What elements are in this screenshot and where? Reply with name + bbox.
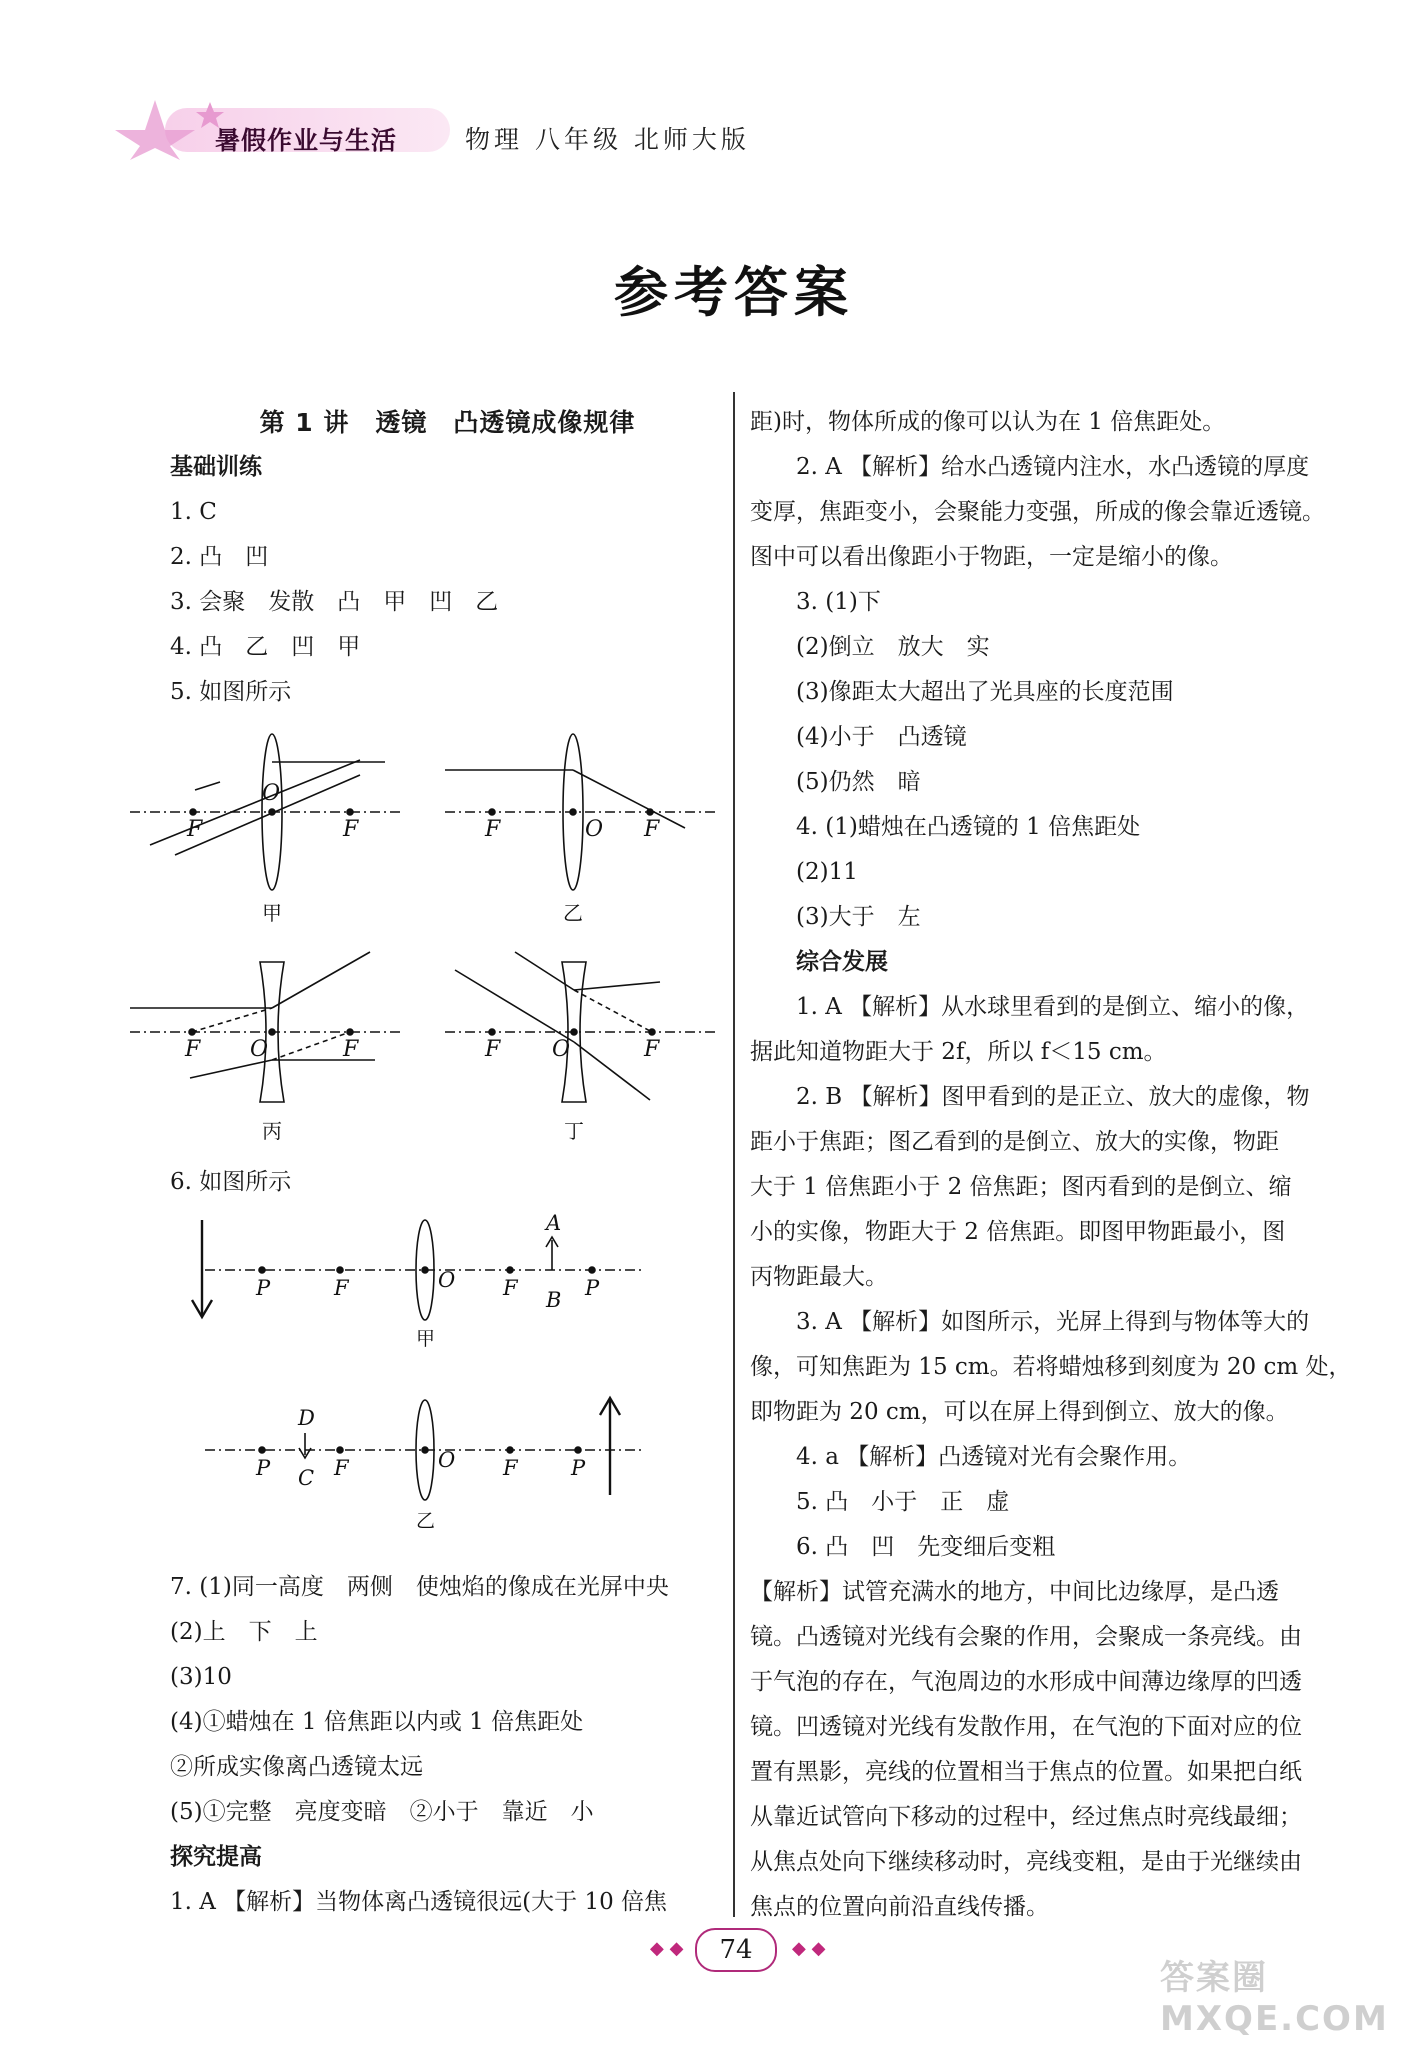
focus-label: F (185, 1037, 201, 1062)
answer-line: 从焦点处向下继续移动时，亮线变粗，是由于光继续由 (750, 1849, 1302, 1875)
diagram-6-yi (205, 1398, 645, 1532)
column-divider (733, 392, 735, 1917)
answer-line: (3)大于 左 (796, 904, 921, 930)
caption-6-yi: 乙 (416, 1510, 436, 1532)
answer-line: 从靠近试管向下移动的过程中，经过焦点时亮线最细； (750, 1804, 1302, 1830)
answer-line: 变厚，焦距变小，会聚能力变强，所成的像会靠近透镜。 (750, 499, 1325, 525)
answer-line: 像，可知焦距为 15 cm。若将蜡烛移到刻度为 20 cm 处， (750, 1354, 1352, 1380)
answer-line: 3. A 【解析】如图所示，光屏上得到与物体等大的 (796, 1309, 1310, 1335)
diagram-yi (445, 734, 715, 925)
answer-line: 【解析】试管充满水的地方，中间比边缘厚，是凸透 (750, 1579, 1279, 1605)
focus-label: F (485, 1037, 501, 1062)
answer-line: 4. (1)蜡烛在凸透镜的 1 倍焦距处 (796, 814, 1141, 840)
section-heading: 综合发展 (796, 949, 888, 975)
watermark: 答案圈 MXQE.COM (1160, 1958, 1389, 2039)
answer-line: 镜。凹透镜对光线有发散作用，在气泡的下面对应的位 (750, 1714, 1302, 1740)
answer-line: 2. B 【解析】图甲看到的是正立、放大的虚像，物 (796, 1084, 1310, 1110)
p-label: P (256, 1456, 271, 1480)
answer-line: 丙物距最大。 (750, 1264, 888, 1290)
answer-line: (4)小于 凸透镜 (796, 724, 967, 750)
answer-line: 4. 凸 乙 凹 甲 (170, 634, 361, 660)
answer-line: 1. C (170, 499, 217, 525)
diagram-6-jia (192, 1211, 645, 1350)
caption-ding: 丁 (564, 1119, 584, 1143)
page-title: 参考答案 (614, 260, 854, 324)
right-column (750, 400, 1350, 1930)
c-label: C (298, 1466, 315, 1490)
lecture-heading: 第 1 讲 透镜 凸透镜成像规律 (259, 408, 636, 437)
diamond-icon: ◆ ◆ (792, 1938, 826, 1959)
focus-label: F (644, 1037, 660, 1062)
answer-line: (5)①完整 亮度变暗 ②小于 靠近 小 (170, 1799, 594, 1825)
center-label: O (262, 781, 281, 806)
diagram-jia (130, 734, 400, 925)
section-heading: 基础训练 (170, 454, 262, 480)
diagram-bing (130, 952, 400, 1143)
caption-jia: 甲 (262, 901, 282, 925)
focus-label: F (343, 1037, 359, 1062)
answer-line: 5. 凸 小于 正 虚 (796, 1489, 1010, 1515)
figure-6-image-diagrams (180, 1195, 670, 1535)
answer-line: 图中可以看出像距小于物距，一定是缩小的像。 (750, 544, 1233, 570)
answer-line: 6. 凸 凹 先变细后变粗 (796, 1534, 1056, 1560)
answer-line: ②所成实像离凸透镜太远 (170, 1754, 423, 1780)
p-label: P (256, 1276, 271, 1300)
answer-line: 2. 凸 凹 (170, 544, 269, 570)
answer-line: 大于 1 倍焦距小于 2 倍焦距；图丙看到的是倒立、缩 (750, 1174, 1292, 1200)
d-label: D (298, 1406, 315, 1430)
answer-line: 5. 如图所示 (170, 679, 292, 705)
answer-line: 即物距为 20 cm，可以在屏上得到倒立、放大的像。 (750, 1399, 1289, 1425)
p-label: P (585, 1276, 600, 1300)
b-label: B (546, 1288, 562, 1312)
left-column (170, 400, 725, 1925)
answer-line: 于气泡的存在，气泡周边的水形成中间薄边缘厚的凹透 (750, 1669, 1302, 1695)
focus-label: F (334, 1456, 349, 1480)
answer-line: 距)时，物体所成的像可以认为在 1 倍焦距处。 (750, 409, 1226, 435)
answer-line: 据此知道物距大于 2f，所以 f＜15 cm。 (750, 1039, 1167, 1065)
answer-line: 3. (1)下 (796, 589, 881, 615)
center-label: O (250, 1037, 269, 1062)
focus-label: F (485, 817, 501, 842)
answer-line: 1. A 【解析】从水球里看到的是倒立、缩小的像， (796, 994, 1310, 1020)
answer-line: 7. (1)同一高度 两侧 使烛焰的像成在光屏中央 (170, 1574, 669, 1600)
focus-label: F (503, 1456, 518, 1480)
focus-label: F (503, 1276, 518, 1300)
section-heading: 探究提高 (170, 1844, 262, 1870)
answer-line: 焦点的位置向前沿直线传播。 (750, 1894, 1049, 1920)
answer-line: 置有黑影，亮线的位置相当于焦点的位置。如果把白纸 (750, 1759, 1302, 1785)
answer-line: 4. a 【解析】凸透镜对光有会聚作用。 (796, 1444, 1192, 1470)
answer-line: 1. A 【解析】当物体离凸透镜很远(大于 10 倍焦 (170, 1889, 668, 1915)
book-title: 暑假作业与生活 (215, 126, 398, 155)
answer-line: 距小于焦距；图乙看到的是倒立、放大的实像，物距 (750, 1129, 1279, 1155)
answer-line: 6. 如图所示 (170, 1169, 292, 1195)
answer-line: 3. 会聚 发散 凸 甲 凹 乙 (170, 589, 499, 615)
answer-line: (3)10 (170, 1664, 232, 1690)
focus-label: F (187, 817, 203, 842)
caption-yi: 乙 (563, 901, 583, 925)
answer-line: (5)仍然 暗 (796, 769, 921, 795)
answer-line: (2)倒立 放大 实 (796, 634, 990, 660)
answer-line: 小的实像，物距大于 2 倍焦距。即图甲物距最小，图 (750, 1219, 1286, 1245)
diamond-icon: ◆ ◆ (650, 1938, 684, 1959)
a-label: A (546, 1211, 562, 1235)
caption-6-jia: 甲 (416, 1328, 436, 1350)
caption-bing: 丙 (262, 1119, 282, 1143)
answer-line: (2)上 下 上 (170, 1619, 318, 1645)
focus-label: F (644, 817, 660, 842)
center-label: O (585, 817, 604, 842)
diagram-ding (445, 952, 715, 1143)
p-label: P (571, 1456, 586, 1480)
answer-line: 2. A 【解析】给水凸透镜内注水，水凸透镜的厚度 (796, 454, 1310, 480)
center-label: O (438, 1268, 456, 1292)
center-label: O (552, 1037, 571, 1062)
book-info: 物理 八年级 北师大版 (465, 125, 750, 154)
focus-label: F (343, 817, 359, 842)
page-number: 74 (695, 1928, 777, 1972)
center-label: O (438, 1448, 456, 1472)
focus-label: F (334, 1276, 349, 1300)
answer-line: (2)11 (796, 859, 858, 885)
answer-line: 镜。凸透镜对光线有会聚的作用，会聚成一条亮线。由 (750, 1624, 1302, 1650)
figure-5-lens-diagrams (130, 720, 720, 1160)
answer-line: (4)①蜡烛在 1 倍焦距以内或 1 倍焦距处 (170, 1709, 584, 1735)
answer-line: (3)像距太大超出了光具座的长度范围 (796, 679, 1174, 705)
